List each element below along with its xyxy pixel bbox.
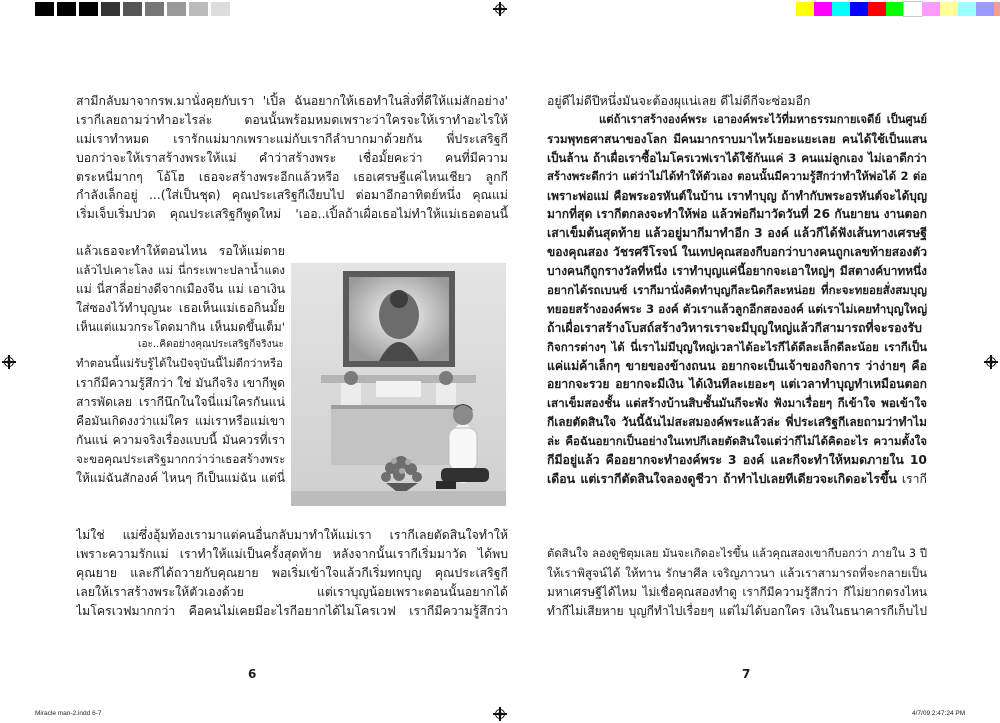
file-slug: Miracle man-2.indd 6-7	[35, 710, 102, 717]
registration-mark-right-icon	[984, 355, 998, 369]
text-line: บอกว่าจะให้เราสร้างพระให้แม่ คำว่าสร้างพระ เชื่อมั้ยคะว่า คนที่มีความ	[76, 150, 508, 165]
text-line: เดือน แต่เรากีตัดสินใจลองดูชีวา ถ้าทำไปเลยทีเดียวจะเกิดอะไรขึ้น เรากี	[547, 471, 927, 486]
text-line: อยู่ดีไม่ดีปีหนึ่งมันจะต้องผุแน่เลย ดีไม่ดีกีจะซ่อมอีก	[547, 94, 811, 108]
text-line: ทำกีไม่เสียหาย บุญกีทำไปเรื่อยๆ แต่ไม่ได้บอกใคร เงินในธนาคารกีเก็บไป	[547, 603, 927, 618]
color-bar	[796, 2, 1000, 16]
registration-mark-top-icon	[493, 2, 507, 16]
text-line: แล้วเธอจะทำให้ตอนไหน รอให้แม่ตาย	[76, 244, 285, 258]
text-line: สารพัดเลย เรากีนึกในใจนี่แม่ใครกันแน่	[76, 395, 285, 410]
text-line: เลยให้เราสร้างพระให้ตัวเองด้วย แต่เราบุญน้อยเพราะตอนนั้นอยากได้	[76, 584, 508, 599]
text-line: ใส่ซองไว้ทำบุญนะ เธอเห็นแม่เธอกินมั้ย	[76, 300, 285, 315]
text-line: เริ่มเจ็บเริ่มปวด คุณประเสริฐกีพูดใหม่ 'เออ..เปิ้ลถ้าเผื่อเธอไม่ทำให้แม่เธอตอนนี้	[76, 207, 508, 222]
right-text-bold	[547, 111, 927, 489]
color-swatch	[994, 2, 1000, 16]
text-line: แล้วไปเคาะโลง แม่ นี่กระเพาะปลาน้ำแดง	[76, 262, 285, 277]
text-line: แค่แม่ค้าเล็กๆ ขายของข้างถนน อยากจะเป็นเจ้าของกิจการ ว่าง่ายๆ คือ	[547, 358, 927, 373]
text-line: คุณยาย และกีได้ถวายกับคุณยาย พอเริ่มเข้าใจแล้วกีเริ่มทกบุญ คุณประเสริฐกี	[76, 565, 508, 580]
color-swatch	[850, 2, 868, 16]
color-swatch	[922, 2, 940, 16]
text-line: กีมีอยู่แล้ว คืออยากจะทำองค์พระ 3 องค์ และกีจะทำให้หมดภายใน 10	[547, 453, 927, 468]
left-text-top	[76, 92, 508, 224]
text-line: เอะ..คิดอย่างคุณประเสริฐกีจริงนะ	[138, 339, 284, 351]
text-line: ทำตอนนี้แม่รับรู้ได้ในปัจจุบันนี้ไม่ดีกว่าหรือ	[76, 357, 283, 371]
text-line: กันแน่ ความจริงเรื่องแบบนี้ มันควรที่เรา	[76, 432, 285, 447]
color-swatch	[814, 2, 832, 16]
registration-mark-bottom-icon	[493, 707, 507, 721]
right-text-top	[547, 92, 927, 111]
text-line: เพราะความรักแม่ เราทำให้แม่เป็นครั้งสุดท้าย หลังจากนั้นเรากีเริ่มมาวัด ได้พบ	[76, 546, 508, 561]
text-line: ไมโครเวฟมากกว่า คือคนไม่เคยมีอะไรกีอยากได้ไมโครเวฟ เรากีมีความรู้สึกว่า	[76, 603, 508, 618]
text-tail: เรากี	[896, 471, 927, 486]
color-swatch	[904, 2, 922, 16]
text-line: รวมพุทธศาสนาของโลก มีคนมากราบมาไหว้เยอะแยะเลย คนได้ใช้เป็นแสน	[547, 131, 927, 146]
text-line: ตระหนี่มากๆ โอ้โฮ เธอจะสร้างพระอีกแล้วหรือ เธอเศรษฐีแค่ไหนเชียว ลูกกี	[76, 169, 508, 184]
text-line: ของคุณสอง วัชรศรีโรจน์ ในเทปคุณสองกีบอกว่าบางคนถูกเลขท้ายสองตัว	[547, 245, 927, 260]
text-line: แม่ นี่สาลี่อย่างดีจากเมืองจีน แม่ เอาเงิน	[76, 281, 285, 296]
text-line: เห็นแต่แมวกระโดดมากิน เห็นมดขึ้นเต็ม'	[76, 319, 285, 334]
text-line: เรากีเลยถามว่าทำอะไรล่ะ ตอนนั้นพร้อมหมดเพราะว่าใครจะให้เราทำอะไรให้	[76, 112, 508, 127]
registration-mark-left-icon	[2, 355, 16, 369]
text-line: ถ้าเผื่อเราสร้างโบสถ์สร้างวิหารเราจะมีบุญใหญ่แล้วกีสามารถที่จะรองรับ	[547, 320, 922, 335]
page-number-left: 6	[248, 667, 257, 681]
text-line: ไม่ใช่ แม่ซึ่งอุ้มท้องเรามาแต่คนอื่นกลับมาทำให้แม่เรา เรากีเลยตัดสินใจทำให้	[76, 528, 508, 542]
text-line: เพราะพ่อแม่ คือพระอรหันต์ในบ้าน เราทำบุญ ถ้าทำกับพระอรหันต์จะได้บุญ	[547, 188, 927, 203]
timestamp-slug: 4/7/09 2:47:24 PM	[912, 710, 966, 717]
text-line: มากที่สุด เรากีตกลงจะทำให้พ่อ แล้วพ่อกีมาวัดวันที่ 26 กันยายน งานตอก	[547, 207, 927, 222]
left-text-side	[76, 242, 285, 488]
text-line: กีเลยตัดสินใจ วันนี้ฉันไม่สะสมองค์พระแล้วล่ะ พี่ประเสริฐกีเลยถามว่าทำไม	[547, 415, 927, 430]
grayscale-bar	[35, 2, 233, 16]
photo-woman-with-buddha-portrait	[291, 263, 506, 506]
text-line: แม่เราทำหมด เรารักแม่มากเพราะแม่กับเรากีลำบากมาด้วยกัน พี่ประเสริฐกี	[76, 131, 508, 146]
color-swatch	[832, 2, 850, 16]
left-text-bottom	[76, 526, 508, 620]
text-line: ตัดสินใจ ลองดูชิตุมเลย มันจะเกิดอะไรขึ้น แล้วคุณสองเขากีบอกว่า ภายใน 3 ปี	[547, 547, 927, 560]
text-line: กำลังเล็กอยู่ ...(ใส่เป็นชุด) คุณประเสริฐกีเงียบไป ต่อมาอีกอาทิตย์หนึ่ง คุณแม่	[76, 188, 508, 203]
text-line: มหาเศรษฐีได้ไหม ไม่เชื่อคุณสองทำดู เรากีมีความรู้สึกว่า กีไม่ยากตรงไหน	[547, 584, 927, 599]
text-line: คือมันเกิดงงว่าแม่ใคร แม่เราหรือแม่เขา	[76, 414, 285, 429]
text-line: แต่ถ้าเราสร้างองค์พระ เอาองค์พระไว้ที่มหาธรรมกายเจดีย์ เป็นศูนย์	[599, 113, 927, 126]
text-line: เสาเข็มสองชั้น แต่สร้างบ้านสิบชั้นมันกีจะพัง ฟังมาเรื่อยๆ กีเข้าใจ พอเข้าใจ	[547, 396, 927, 411]
text-line: เสาเข็มต้นสุดท้าย แล้วอยู่มากีมาทำอีก 3 องค์ แล้วกีได้ฟังเส้นทางเศรษฐี	[547, 226, 927, 241]
color-swatch	[796, 2, 814, 16]
text-line: เป็นล้าน ถ้าเผื่อเราซื้อไมโครเวฟเราได้ใช้กันแค่ 3 คนแม่ลูกเอง ไม่เอาดีกว่า	[547, 150, 927, 165]
photo-illustration	[291, 263, 506, 506]
color-swatch	[886, 2, 904, 16]
text-line: บางคนกีถูกรางวัลที่หนึ่ง เราทำบุญแค่นี้อยากจะเอาใหญ่ๆ มีสตางค์บาทหนึ่ง	[547, 264, 927, 279]
text-line: ให้แม่ฉันสักองค์ ไหนๆ กีเป็นแม่ฉัน แต่นี่	[76, 470, 285, 485]
text-line: สามีกลับมาจากรพ.มานั่งคุยกับเรา 'เปิ้ล ฉันอยากให้เธอทำในสิ่งที่ดีให้แม่สักอย่าง'	[76, 94, 508, 108]
text-line: อยากได้รถเบนซ์ เรากีมานั่งคิดทำบุญกีละนิดกีละหน่อย ที่กะจะทยอยสั่งสมบุญ	[547, 283, 927, 298]
text-line: อยากจะรวย อยากจะมีเงิน ได้เงินทีละเยอะๆ แต่เวลาทำบุญทำเหมือนตอก	[547, 377, 927, 392]
text-line: กิจการต่างๆ ได้ นี่เราไม่มีบุญใหญ่เวลาได้อะไรกีได้ดีละเล็กดีละน้อย เรากีเป็น	[547, 339, 927, 354]
color-swatch	[940, 2, 958, 16]
color-swatch	[976, 2, 994, 16]
color-swatch	[958, 2, 976, 16]
text-line: จะขอคุณประเสริฐมากกว่าว่าเธอสร้างพระ	[76, 451, 285, 466]
color-swatch	[868, 2, 886, 16]
text-line: ล่ะ คือฉันอยากเป็นอย่างในเทปกีเลยตัดสินใจแต่ว่ากีไม่ได้คิดอะไร ความตั้งใจ	[547, 434, 927, 449]
right-text-bottom	[547, 545, 927, 621]
text-line: เรากีมีความรู้สึกว่า ใช่ มันกีจริง เขากีพูด	[76, 376, 285, 391]
page-number-right: 7	[742, 667, 751, 681]
text-line: ทยอยสร้างองค์พระ 3 องค์ ตัวเราแล้วลูกอีกสององค์ แต่เราไม่เคยทำบุญใหญ่	[547, 301, 927, 316]
text-line: ให้เราพิสูจน์ได้ ให้ทาน รักษาศีล เจริญภาวนา แล้วเราสามารถที่จะกลายเป็น	[547, 565, 927, 580]
text-line: สร้างพระดีกว่า แต่ว่าไม่ได้ทำให้ตัวเอง ตอนนั้นมีความรู้สึกว่าทำให้พ่อได้ 2 ต่อ	[547, 169, 927, 183]
